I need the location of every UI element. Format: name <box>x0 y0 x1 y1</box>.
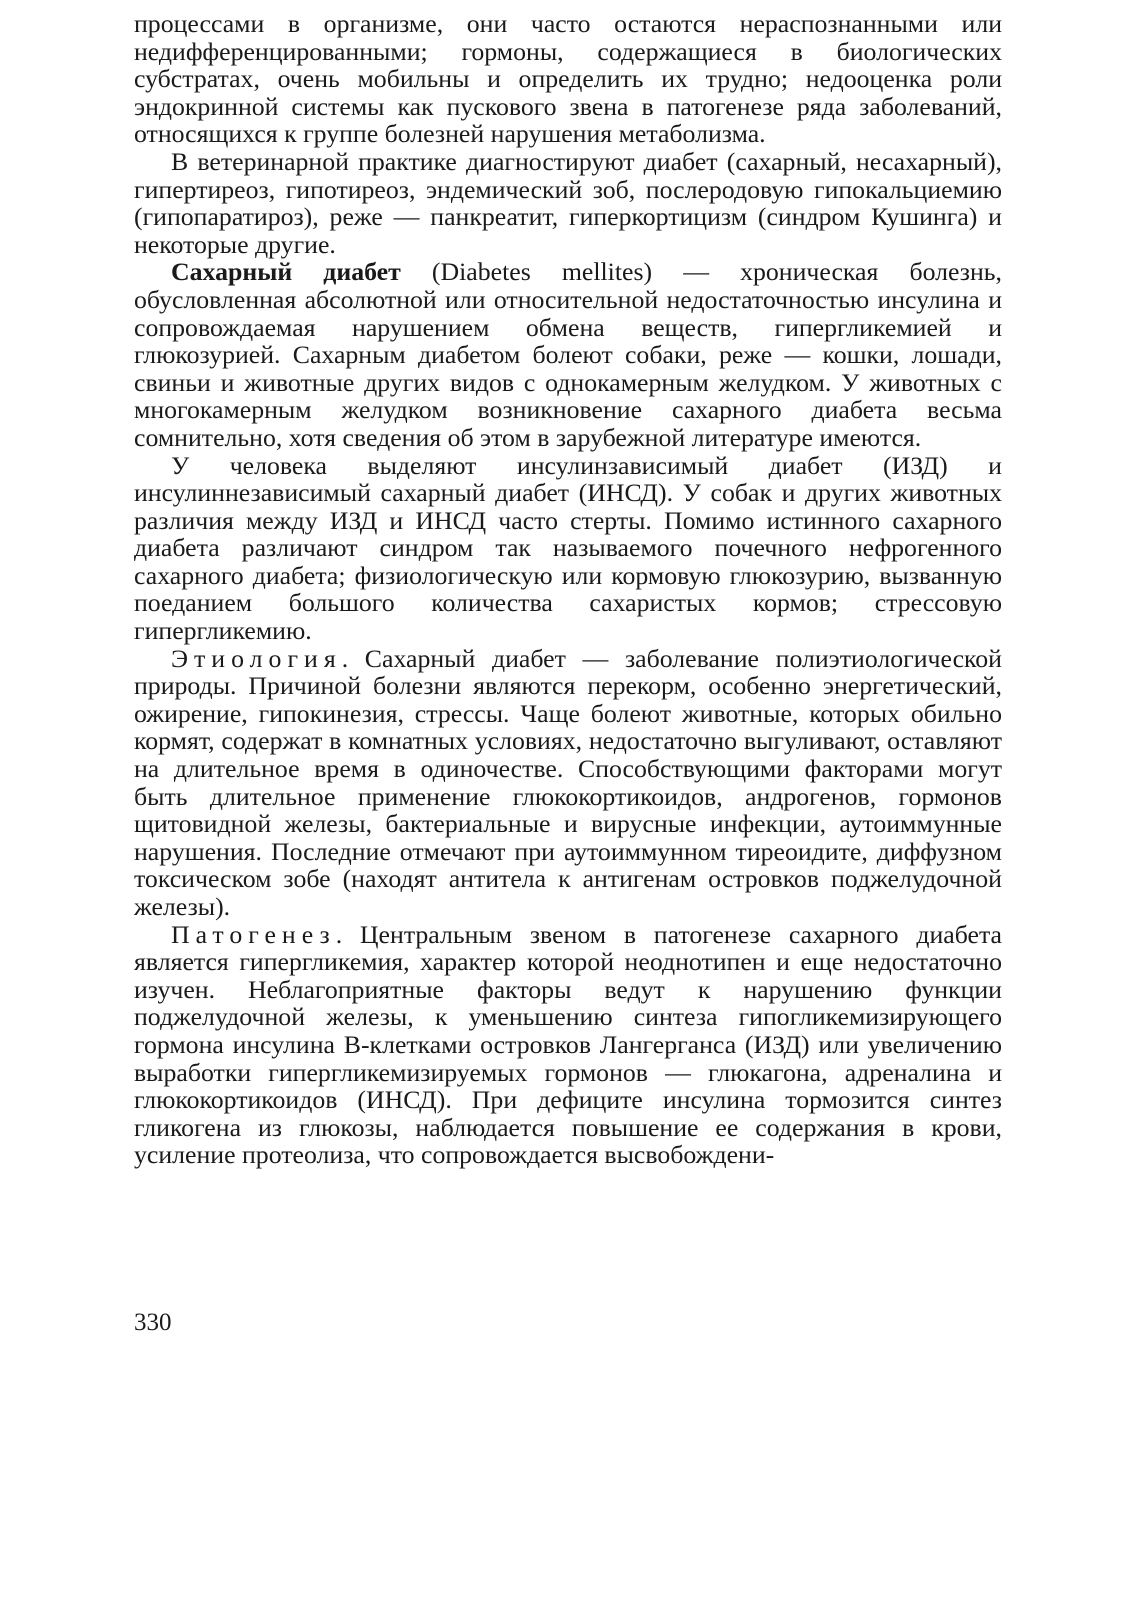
paragraph-text: У человека выделяют инсулинзависимый диабет (ИЗД) и инсулиннезависимый сахарный диабет (ИНСД). У собак и других животных различия между ИЗД и ИНСД часто стерты. Помимо истинного сахарного диабета различают синдром так называемого почечного нефрогенного сахарного диабета; физиологическую или кормовую глюкозурию, вызванную поеданием большого количества сахаристых кормов; стрессовую гипергликемию. <box>134 450 1002 646</box>
paragraph-diabetes-definition <box>134 258 1002 451</box>
page-body <box>134 10 1002 1169</box>
paragraph-text: . Центральным звеном в патогенезе сахарного диабета является гипергликемия, характер которой неоднотипен и еще недостаточно изучен. Неблагоприятные факторы ведут к нарушению функции поджелудочной железы, к уменьшению синтеза гипогликемизирующего гормона инсулина В-клетками островков Лангерганса (ИЗД) или увеличению выработки гипергликемизируемых гормонов — глюкагона, адреналина и глюкокортикоидов (ИНСД). При дефиците инсулина тормозится синтез гликогена из глюкозы, наблюдается повышение ее содержания в крови, усиление протеолиза, что сопровождается высвобождени- <box>134 919 1002 1170</box>
paragraph-text: В ветеринарной практике диагностируют диабет (сахарный, несахарный), гипертиреоз, гипотиреоз, эндемический зоб, послеродовую гипокальциемию (гипопаратироз), реже — панкреатит, гиперкортицизм (синдром Кушинга) и некоторые другие. <box>134 146 1002 259</box>
section-heading-pathogenesis: Патогенез <box>171 919 336 949</box>
term-heading: Сахарный диабет <box>171 257 401 287</box>
paragraph-pathogenesis <box>134 921 1002 1169</box>
paragraph-intro-continuation <box>134 10 1002 148</box>
section-heading-etiology: Этиология <box>171 643 342 673</box>
page-number: 330 <box>134 1309 172 1336</box>
paragraph-diabetes-types <box>134 452 1002 645</box>
paragraph-etiology <box>134 645 1002 921</box>
paragraph-text: процессами в организме, они часто остаются нераспознанными или недифференцированными; гормоны, содержащиеся в биологических субстратах, очень мобильны и определить их трудно; недооценка роли эндокринной системы как пускового звена в патогенезе ряда заболеваний, относящихся к группе болезней нарушения метаболизма. <box>134 9 1002 149</box>
paragraph-text: . Сахарный диабет — заболевание полиэтиологической природы. Причиной болезни являются перекорм, особенно энергетический, ожирение, гипокинезия, стрессы. Чаще болеют животные, которых обильно кормят, содержат в комнатных условиях, недостаточно выгуливают, оставляют на длительное время в одиночестве. Способствующими факторами могут быть длительное применение глюкокортикоидов, андрогенов, гормонов щитовидной железы, бактериальные и вирусные инфекции, аутоиммунные нарушения. Последние отмечают при аутоиммунном тиреоидите, диффузном токсическом зобе (находят антитела к антигенам островков поджелудочной железы). <box>134 643 1002 921</box>
paragraph-text: (Diabetes mellites) — хроническая болезнь, обусловленная абсолютной или относительной недостаточностью инсулина и сопровождаемая нарушением обмена веществ, гипергликемией и глюкозурией. Сахарным диабетом болеют собаки, реже — кошки, лошади, свиньи и животные других видов с однокамерным желудком. У животных с многокамерным желудком возникновение сахарного диабета весьма сомнительно, хотя сведения об этом в зарубежной литературе имеются. <box>134 257 1002 452</box>
paragraph-veterinary-diagnoses <box>134 148 1002 258</box>
